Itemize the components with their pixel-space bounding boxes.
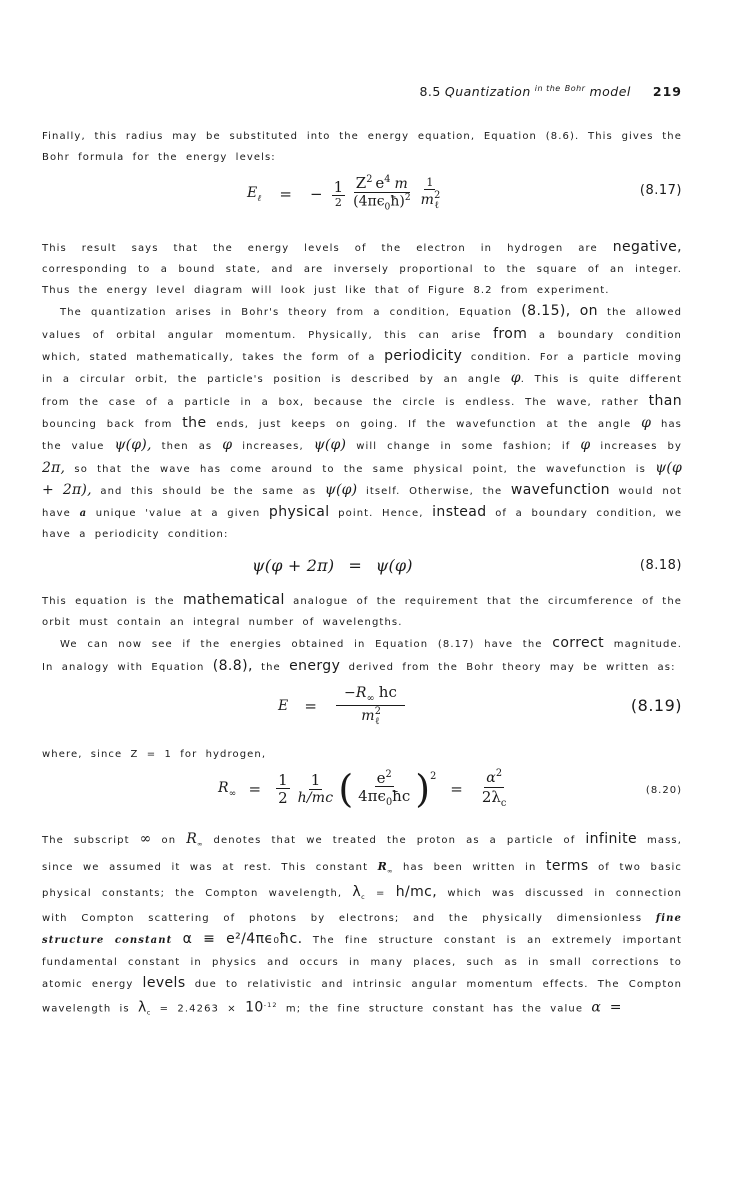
eq820-number: (8.20) <box>645 785 682 797</box>
eq818-rhs: ψ(φ) <box>375 555 413 575</box>
eq819-lhs: E <box>278 697 289 714</box>
section-title-in-the: in the <box>534 84 561 93</box>
eq820-frac-half: $\frac{1}{2}$ <box>278 770 288 808</box>
paragraph-3: The quantization arises in Bohr's theory from a condition, Equation (8.15), on the allowed values of orbital angular momentum. Physically, this can arise from a boundary condition which, stated mathematically, takes the form of a periodicity condition. For a particle moving in a circular orbit, the particle's position is described by an angle φ. This is quite different from the case of a particle in a box, because the circle is endless. The wave, rather than bouncing back from the ends, just keeps on going. If the wavefunction at the angle φ has the value ψ(φ), then as φ increases, ψ(φ) will change in some fashion; if φ increases by 2π, so that the wave has come around to the same physical point, the wavefunction is ψ(φ + 2π), and this should be the same as ψ(φ) itself. Otherwise, the wavefunction would not have a unique 'value at a given physical point. Hence, instead of a boundary condition, we have a periodicity condition: <box>42 303 683 541</box>
eq820-frac-hmc: $\frac{1}{h/mc}$ <box>297 771 334 806</box>
section-title-model: model <box>589 84 631 99</box>
eq820-lhs: $R_\infty$ <box>218 779 237 799</box>
page-body <box>42 126 682 1024</box>
eq817-frac-main: $\frac{Z^2 e^4 m}{(4\pi\epsilon_0ħ)^2}$ <box>353 173 411 213</box>
paragraph-7: The subscript ∞ on $R_\infty$ denotes that we treated the proton as a particle of infinite mass, since we assumed it was at rest. This constant $R_\infty$ has been written in terms of two basic physical constants; the Compton wavelength, $\lambda_c = h/mc$, which was discussed in connection with Compton scattering of photons by electrons; and the physically dimensionless fine structure constant α ≡ e²/4πϵ₀ħc. The fine structure constant is an extremely important fundamental constant in physics and occurs in many places, such as in small corrections to atomic energy levels due to relativistic and intrinsic angular momentum effects. The Compton wavelength is $\lambda_c = 2.4263 \times 10^{-12}$ m; the fine structure constant has the value α = <box>42 831 683 1017</box>
paragraph-5: We can now see if the energies obtained in Equation (8.17) have the correct magnitude. In analogy with Equation (8.8), the energy derived from the Bohr theory may be written as: <box>42 635 683 674</box>
eq817-frac-half: $\frac{1}{2}$ <box>333 177 344 210</box>
eq817-number: (8.17) <box>639 182 682 198</box>
eq820-frac-alpha: $\frac{\alpha^2}{2\lambda_c}$ <box>481 768 507 809</box>
paragraph-1: Finally, this radius may be substituted into the energy equation, Equation (8.6). This gives the Bohr formula for the energy levels: <box>42 131 682 164</box>
section-title-bohr: Bohr <box>564 84 586 93</box>
eq820-equals2: = <box>450 780 463 799</box>
eq820-paren-close: ) <box>415 767 431 812</box>
eq819-frac: $\frac{-R_\infty hc}{m^2_\ell}$ <box>336 684 405 727</box>
paragraph-6: where, since Z = 1 for hydrogen, <box>42 748 267 760</box>
eq818-number: (8.18) <box>639 557 682 573</box>
eq818-lhs: ψ(φ + 2π) <box>252 555 335 575</box>
paragraph-2: This result says that the energy levels of the electron in hydrogen are negative, corresponding to a bound state, and are inversely proportional to the square of an integer. Thus the energy level diagram will look just like that of Figure 8.2 from experiment. <box>42 238 682 297</box>
equation-8-19 <box>42 678 682 744</box>
running-header <box>380 84 682 99</box>
paragraph-4: This equation is the mathematical analogue of the requirement that the circumference of the orbit must contain an integral number of wavelengths. <box>42 591 683 629</box>
eq819-equals: = <box>304 696 317 715</box>
eq820-equals: = <box>248 780 262 799</box>
eq817-equals: = <box>279 184 292 203</box>
equation-8-18 <box>42 546 682 590</box>
eq818-equals: = <box>348 555 362 575</box>
eq817-lhs: $E_\ell$ <box>247 184 262 204</box>
equation-8-20 <box>42 765 682 829</box>
eq817-minus: − <box>310 184 323 203</box>
eq820-frac-e2: $\frac{e^2}{4\pi\epsilon_0ħc}$ <box>358 768 411 809</box>
section-title: Quantization <box>444 84 531 99</box>
equation-8-17 <box>42 169 682 237</box>
eq819-number: (8.19) <box>630 695 682 715</box>
page-number: 219 <box>652 84 682 99</box>
eq820-paren-exp: 2 <box>430 771 437 783</box>
eq817-frac-m: $\frac{1}{m^2_\ell}$ <box>420 175 441 211</box>
section-number: 8.5 <box>419 84 441 99</box>
eq820-paren-open: ( <box>338 767 354 812</box>
